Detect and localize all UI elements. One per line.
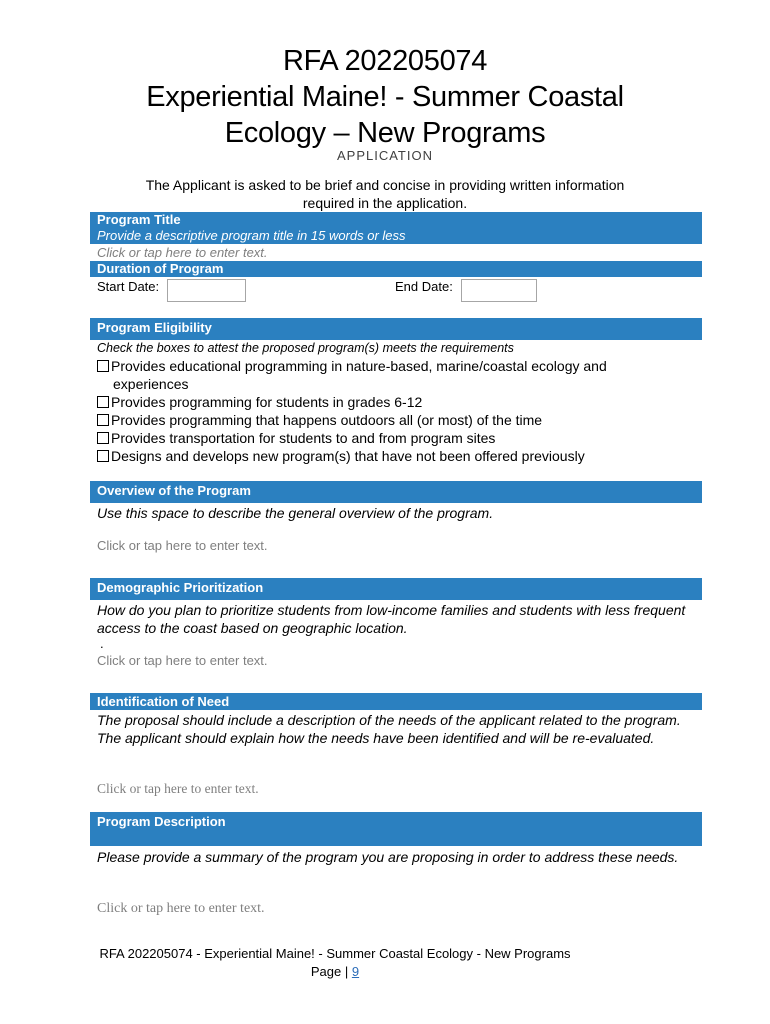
need-input[interactable]: Click or tap here to enter text. (97, 781, 259, 796)
demographic-dot: . (100, 636, 104, 651)
end-date-field[interactable] (461, 279, 537, 302)
title-line-3: Ecology – New Programs (224, 117, 546, 149)
page-number: 9 (351, 964, 360, 979)
checkbox[interactable] (97, 414, 109, 426)
need-header: Identification of Need (90, 693, 702, 710)
program-title-hint: Provide a descriptive program title in 15 words or less (97, 228, 406, 243)
footer-text: RFA 202205074 - Experiential Maine! - Summer Coastal Ecology - New Programs (99, 946, 571, 961)
eligibility-item-1: Provides educational programming in nature-based, marine/coastal ecology and (97, 357, 697, 375)
eligibility-item-1-cont: experiences (113, 376, 189, 392)
overview-prompt: Use this space to describe the general overview of the program. (97, 505, 494, 521)
page-footer (0, 945, 720, 981)
demographic-input[interactable]: Click or tap here to enter text. (97, 653, 268, 668)
description-prompt: Please provide a summary of the program you are proposing in order to address these needs. (97, 849, 679, 865)
start-date-field[interactable] (167, 279, 246, 302)
need-prompt: The proposal should include a description of the needs of the applicant related to the program. The applicant should explain how the needs have been identified and will be re-evaluated. (97, 712, 681, 746)
eligibility-instruction: Check the boxes to attest the proposed program(s) meets the requirements (97, 341, 514, 355)
description-header: Program Description (90, 812, 702, 846)
checkbox[interactable] (97, 396, 109, 408)
program-title-input[interactable]: Click or tap here to enter text. (97, 245, 268, 260)
eligibility-item-4: Provides transportation for students to and from program sites (97, 429, 697, 447)
eligibility-header: Program Eligibility (90, 318, 702, 340)
intro-text: The Applicant is asked to be brief and concise in providing written information required in the application. (145, 177, 625, 211)
program-title-label: Program Title (97, 212, 181, 227)
eligibility-item-3: Provides programming that happens outdoors all (or most) of the time (97, 411, 697, 429)
end-date-label: End Date: (395, 279, 453, 294)
checkbox[interactable] (97, 432, 109, 444)
checkbox[interactable] (97, 360, 109, 372)
program-title-header (90, 212, 702, 244)
checkbox[interactable] (97, 450, 109, 462)
overview-header: Overview of the Program (90, 481, 702, 503)
title-line-1: RFA 202205074 (282, 45, 488, 77)
footer-page: Page | 9 (310, 964, 360, 979)
document-subtitle: APPLICATION (336, 148, 433, 163)
description-input[interactable]: Click or tap here to enter text. (97, 901, 265, 916)
demographic-header: Demographic Prioritization (90, 578, 702, 600)
duration-header: Duration of Program (90, 261, 702, 277)
eligibility-item-5: Designs and develops new program(s) that have not been offered previously (97, 447, 697, 465)
eligibility-item-2: Provides programming for students in grades 6-12 (97, 393, 697, 411)
start-date-label: Start Date: (97, 279, 160, 294)
title-line-2: Experiential Maine! - Summer Coastal (146, 81, 624, 113)
overview-input[interactable]: Click or tap here to enter text. (97, 538, 268, 553)
document-title (0, 43, 770, 151)
demographic-prompt: How do you plan to prioritize students from low-income families and students with less frequent access to the coast based on geographic location. (97, 602, 686, 636)
